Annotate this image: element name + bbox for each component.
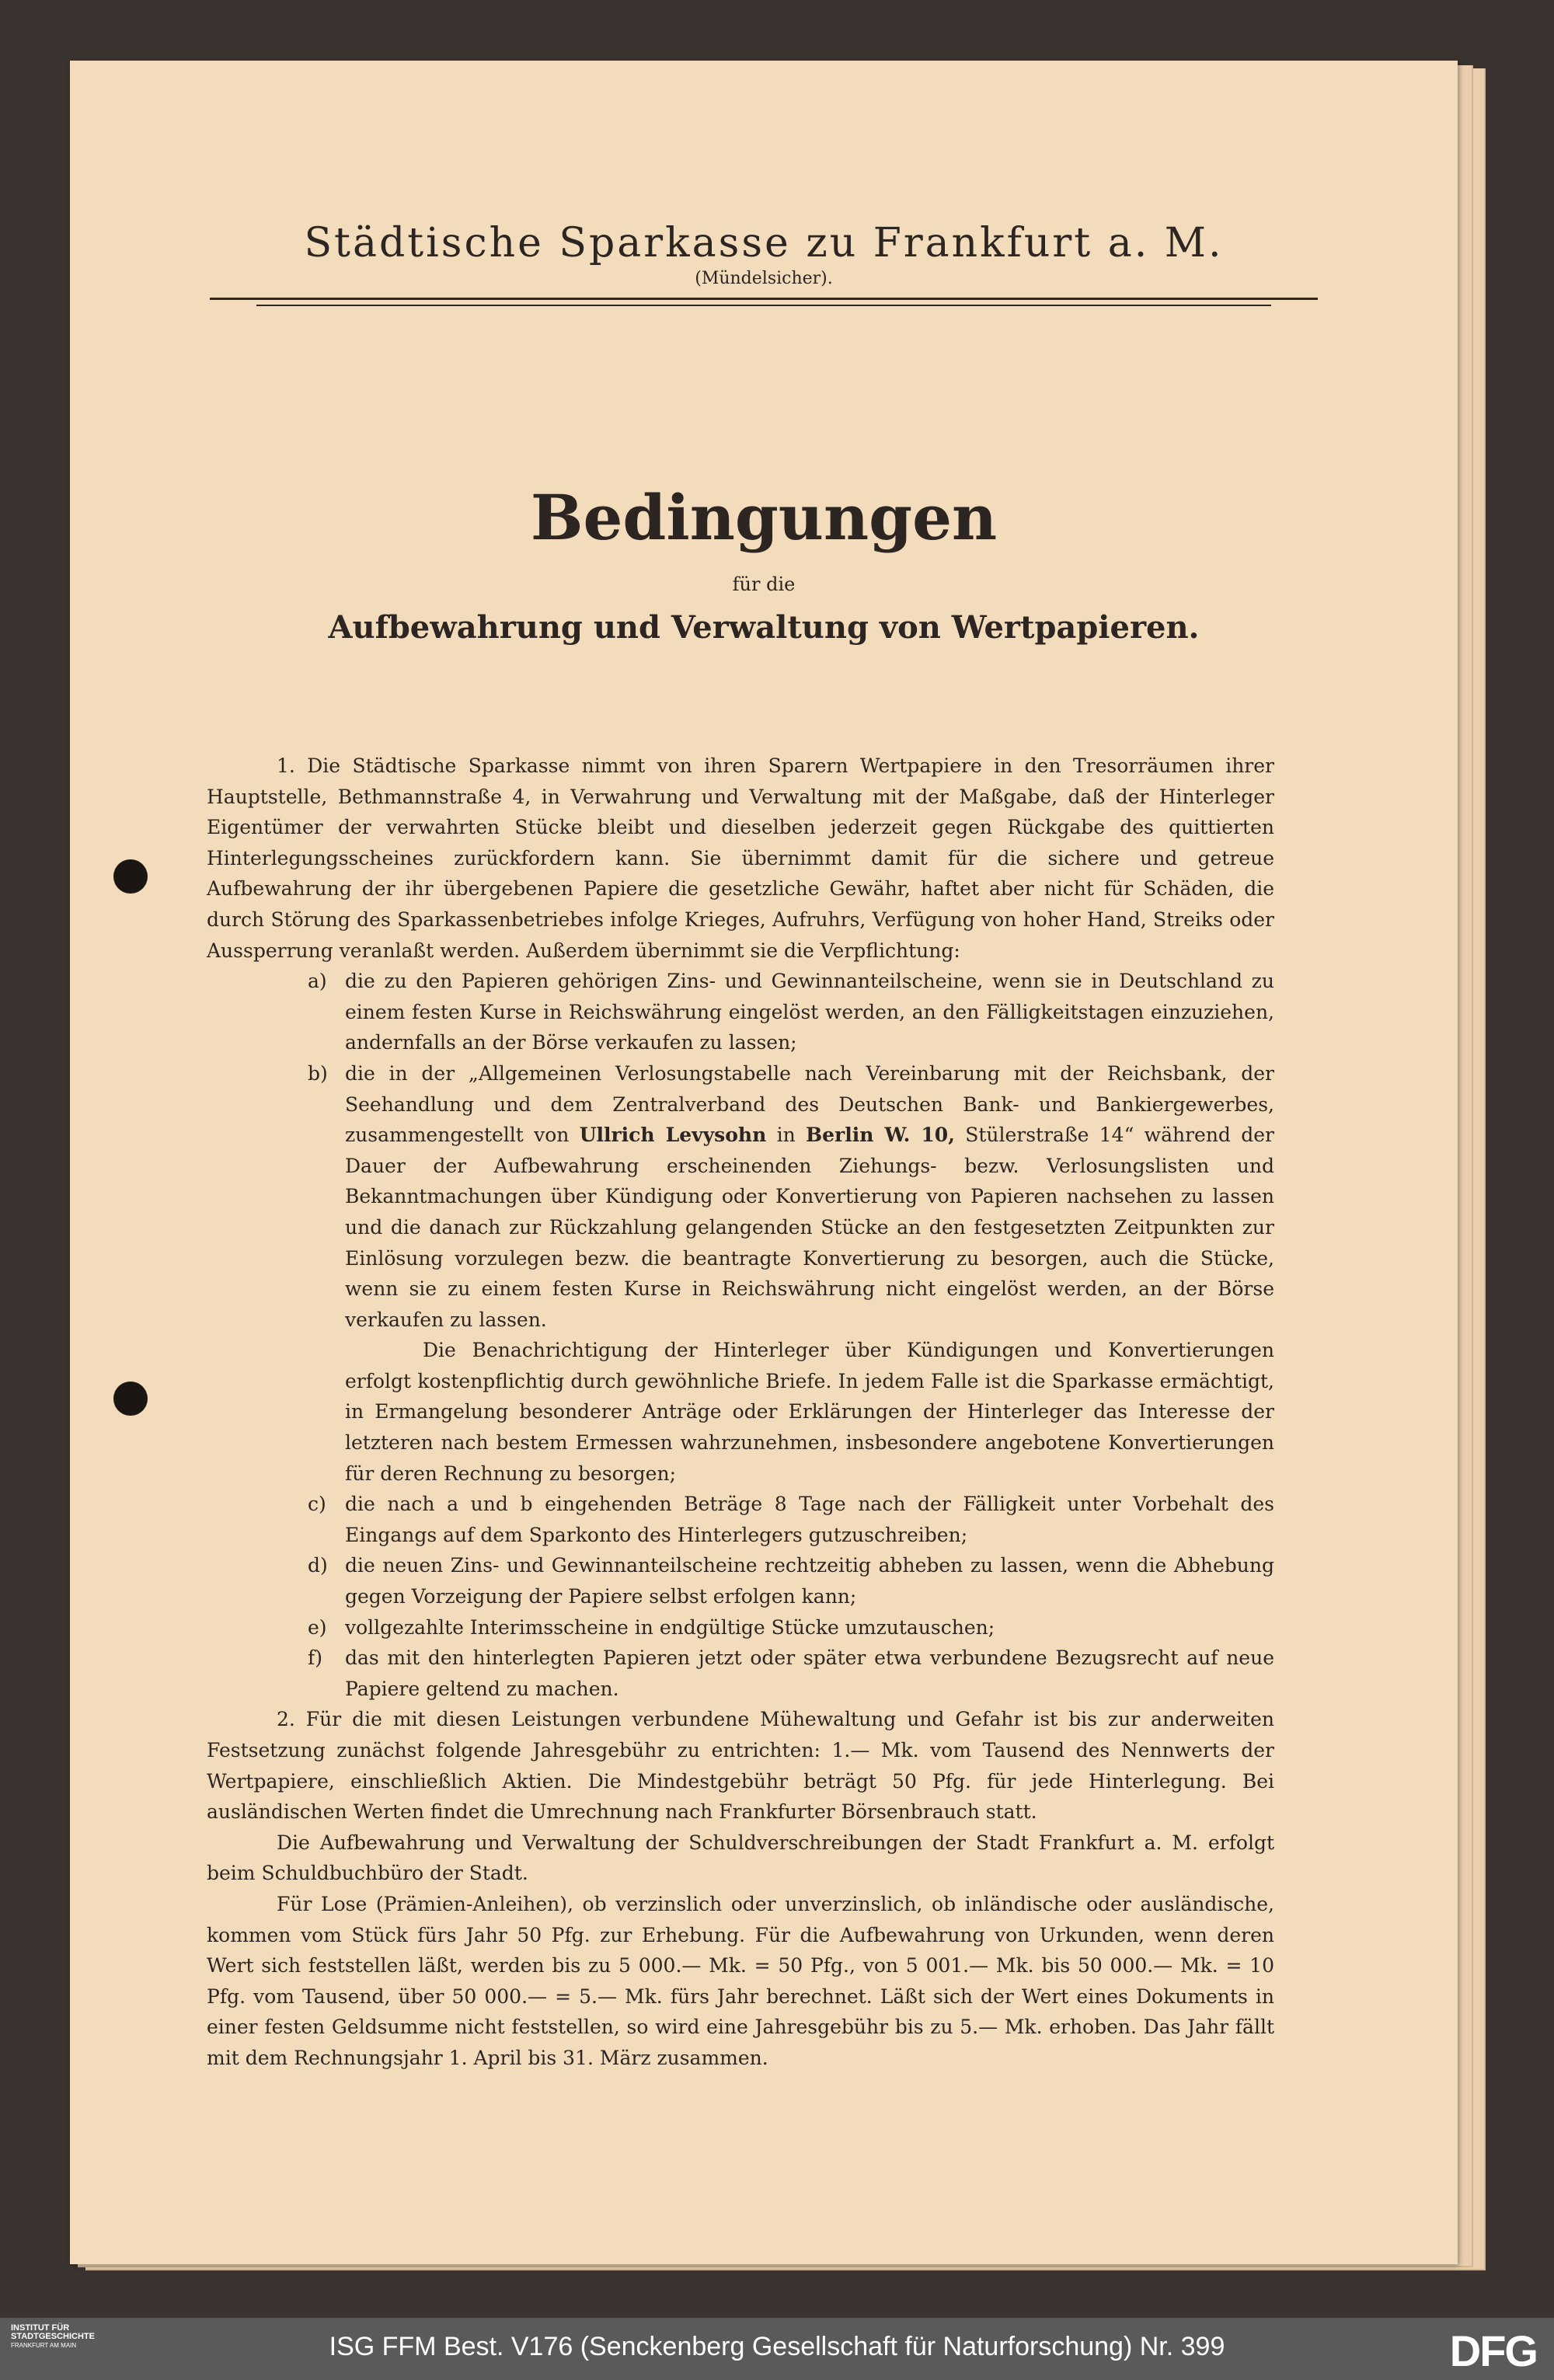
list-item — [308, 1058, 1274, 1335]
section-2-lottery-bonds: Für Lose (Prämien-Anleihen), ob verzinslich oder unverzinslich, ob inländische oder ausländische, kommen vom Stück fürs Jahr 50 Pfg. zur Erhebung. Für die Aufbewahrung von Urkunden, wenn deren Wert sich feststellen läßt, werden bis zu 5 000.— Mk. = 50 Pfg., von 5 001.— Mk. bis 50 000.— Mk. = 10 Pfg. vom Tausend, über 50 000.— = 5.— Mk. fürs Jahr berechnet. Läßt sich der Wert eines Dokuments in einer festen Geldsumme nicht feststellen, so wird eine Jahresgebühr bis zu 5.— Mk. erhoben. Das Jahr fällt mit dem Rechnungsjahr 1. April bis 31. März zusammen. — [207, 1892, 1274, 2069]
bank-subtitle: (Mündelsicher). — [695, 269, 833, 288]
item-letter: d) — [308, 1554, 328, 1577]
list-item — [308, 1489, 1274, 1550]
archive-footer — [0, 2318, 1554, 2380]
letterhead — [210, 216, 1318, 306]
document-title: Bedingungen — [530, 481, 998, 554]
item-text: die neuen Zins- und Gewinnanteilscheine rechtzeitig abheben zu lassen, wenn die Abhebung gegen Vorzeigung der Papiere selbst erfolgen kann; — [345, 1554, 1274, 1608]
section-2-municipal-bonds: Die Aufbewahrung und Verwaltung der Schuldverschreibungen der Stadt Frankfurt a. M. erfolgt beim Schuldbuchbüro der Stadt. — [207, 1831, 1274, 1885]
title-block — [70, 480, 1458, 646]
section-2-fees: 2. Für die mit diesen Leistungen verbundene Mühewaltung und Gefahr ist bis zur anderweiten Festsetzung zunächst folgende Jahresgebühr zu entrichten: 1.— Mk. vom Tausend des Nennwerts der Wertpapiere, einschließlich Aktien. Die Mindestgebühr beträgt 50 Pfg. für jede Hinterlegung. Bei ausländischen Werten findet die Umrechnung nach Frankfurter Börsenbrauch statt. — [207, 1708, 1274, 1824]
dfg-logo: DFG — [1449, 2326, 1537, 2375]
publisher-city: Berlin W. 10, — [806, 1124, 955, 1147]
list-item — [308, 1612, 1274, 1643]
list-item — [308, 1643, 1274, 1704]
item-b-text-post: Stülerstraße 14“ während der Dauer der Aufbewahrung erscheinenden Ziehungs- bezw. Verlosungslisten und Bekanntmachungen über Kündigung oder Konvertierung von Papieren nachsehen zu lassen und die danach zur Rückzahlung gelangenden Stücke an den festgesetzten Zeitpunkten zur Einlösung vorzulegen bezw. die beantragte Konvertierung zu besorgen, auch die Stücke, wenn sie zu einem festen Kurse in Reichswährung nicht eingelöst werden, an der Börse verkaufen zu lassen. — [345, 1124, 1274, 1331]
obligations-list — [207, 966, 1274, 1704]
section-1-intro: 1. Die Städtische Sparkasse nimmt von ihren Sparern Wertpapiere in den Tresorräumen ihrer Hauptstelle, Bethmannstraße 4, in Verwahrung und Verwaltung mit der Maßgabe, daß der Hinterleger Eigentümer der verwahrten Stücke bleibt und dieselben jederzeit gegen Rückgabe des quittierten Hinterlegungsscheines zurückfordern kann. Sie übernimmt damit für die sichere und getreue Aufbewahrung der ihr übergebenen Papiere die gesetzliche Gewähr, haftet aber nicht für Schäden, die durch Störung des Sparkassenbetriebes infolge Krieges, Aufruhrs, Verfügung von hoher Hand, Streiks oder Aussperrung veranlaßt werden. Außerdem übernimmt sie die Verpflichtung: — [207, 754, 1274, 962]
item-letter: a) — [308, 970, 327, 993]
punch-hole — [113, 1382, 148, 1416]
item-letter: f) — [308, 1646, 323, 1670]
institution-line: STADTGESCHICHTE — [11, 2332, 95, 2341]
item-text: die nach a und b eingehenden Beträge 8 Tage nach der Fälligkeit unter Vorbehalt des Eingangs auf dem Sparkonto des Hinterlegers gutzuschreiben; — [345, 1493, 1274, 1546]
item-text: das mit den hinterlegten Papieren jetzt oder später etwa verbundene Bezugsrecht auf neue Papiere geltend zu machen. — [345, 1646, 1274, 1700]
item-b-text-pre: die in der „Allgemeinen Verlosungstabelle nach Vereinbarung mit der Reichsbank, der Seehandlung und dem Zentralverband des Deutschen Bank- und Bankiergewerbes, zusammengestellt von — [345, 1061, 1274, 1147]
item-letter: c) — [308, 1493, 326, 1516]
document-subtitle: Aufbewahrung und Verwaltung von Wertpapieren. — [328, 609, 1200, 646]
item-b-note: Die Benachrichtigung der Hinterleger über Kündigungen und Konvertierungen erfolgt kostenpflichtig durch gewöhnliche Briefe. In jedem Falle ist die Sparkasse ermächtigt, in Ermangelung besonderer Anträge oder Erklärungen der Hinterleger das Interesse der letzteren nach bestem Ermessen wahrzunehmen, insbesondere angebotene Konvertierungen für deren Rechnung zu besorgen; — [345, 1339, 1274, 1485]
list-item — [308, 966, 1274, 1058]
letterhead-rule — [256, 305, 1271, 306]
item-letter: e) — [308, 1615, 327, 1639]
item-text: die zu den Papieren gehörigen Zins- und Gewinnanteilscheine, wenn sie in Deutschland zu einem festen Kurse in Reichswährung eingelöst werden, an den Fälligkeitstagen einzuziehen, andernfalls an der Börse verkaufen zu lassen; — [345, 970, 1274, 1054]
item-b-text-mid: in — [766, 1124, 807, 1147]
item-text: vollgezahlte Interimsscheine in endgültige Stücke umzutauschen; — [345, 1615, 995, 1639]
punch-hole — [113, 859, 148, 894]
institution-line: INSTITUT FÜR — [11, 2323, 70, 2333]
archive-caption: ISG FFM Best. V176 (Senckenberg Gesellschaft für Naturforschung) Nr. 399 — [329, 2332, 1225, 2361]
title-connector: für die — [732, 573, 796, 595]
document-page — [70, 61, 1458, 2264]
item-text — [345, 1058, 1274, 1335]
publisher-name: Ullrich Levysohn — [579, 1124, 767, 1147]
item-letter: b) — [308, 1061, 328, 1085]
list-item — [308, 1550, 1274, 1612]
letterhead-rule — [210, 298, 1318, 300]
institution-line: FRANKFURT AM MAIN — [11, 2342, 77, 2349]
document-body — [207, 751, 1274, 2074]
bank-name: Städtische Sparkasse zu Frankfurt a. M. — [304, 220, 1224, 267]
